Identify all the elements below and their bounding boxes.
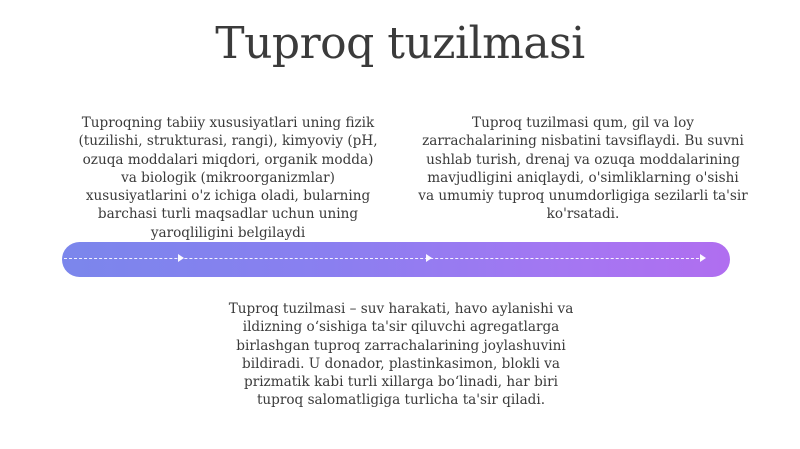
- text-block-bottom: Tuproq tuzilmasi – suv harakati, havo aylanishi va ildizning o‘sishiga ta'sir qiluvchi agregatlarga birlashgan tuproq zarrachalarining joylashuvini bildiradi. U donador, plastinkasimon, blokli va prizmatik kabi turli xillarga bo‘linadi, har biri tuproq salomatligiga turlicha ta'sir qiladi.: [228, 301, 574, 409]
- text-block-left: Tuproqning tabiiy xususiyatlari uning fizik (tuzilishi, strukturasi, rangi), kimyoviy (pH, ozuqa moddalari miqdori, organik modda) va biologik (mikroorganizmlar) xususiyatlarini o'z ichiga oladi, bularning barchasi turli maqsadlar uchun uning yaroqliligini belgilaydi: [78, 115, 378, 241]
- timeline-dashed-line: [64, 258, 704, 259]
- timeline-bar: [62, 242, 730, 277]
- text-block-right: Tuproq tuzilmasi qum, gil va loy zarrachalarining nisbatini tavsiflaydi. Bu suvni ushlab turish, drenaj va ozuqa moddalarining mavjudligini aniqlaydi, o'simliklarning o'sishi va umumiy tuproq unumdorligiga sezilarli ta'sir ko'rsatadi.: [418, 115, 748, 223]
- timeline-arrow-icon: [178, 254, 184, 262]
- timeline-arrow-icon: [426, 254, 432, 262]
- slide-title: Tuproq tuzilmasi: [215, 18, 585, 69]
- timeline-arrow-icon: [700, 254, 706, 262]
